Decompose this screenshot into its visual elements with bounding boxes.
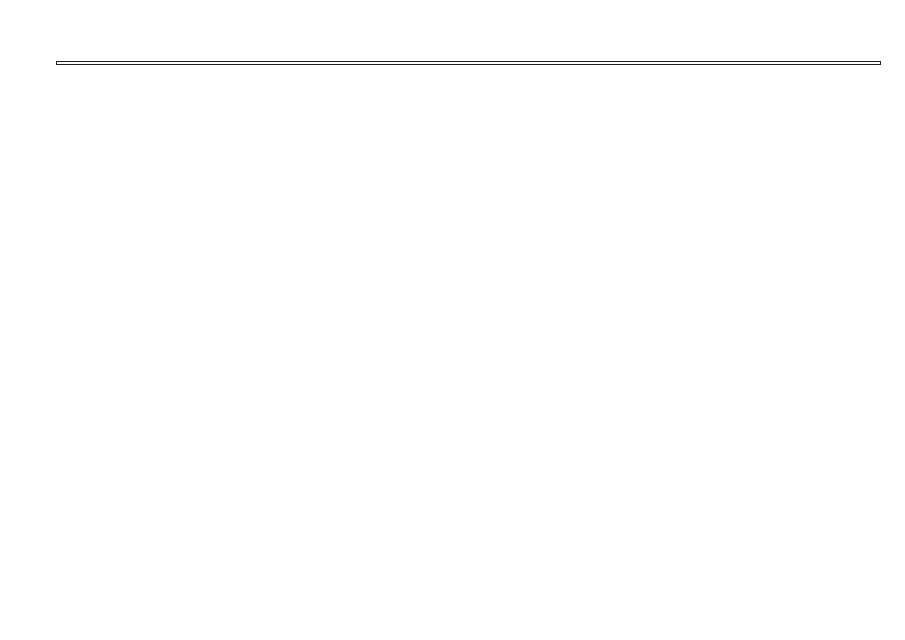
indicators-table — [56, 61, 881, 65]
section-title — [57, 62, 881, 65]
section-header-row — [57, 62, 881, 65]
